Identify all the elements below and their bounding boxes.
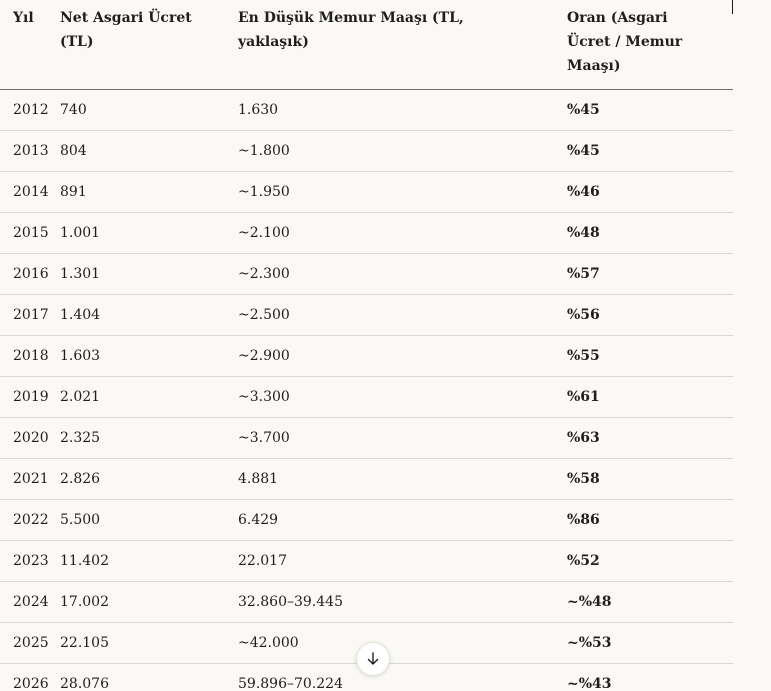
cell-ratio: %45 — [567, 90, 733, 131]
table-row — [0, 377, 733, 418]
cell-net-minimum-wage: 2.826 — [60, 459, 238, 500]
cell-ratio: %61 — [567, 377, 733, 418]
cell-ratio: %48 — [567, 213, 733, 254]
cell-net-minimum-wage: 22.105 — [60, 623, 238, 664]
cell-year: 2023 — [0, 541, 60, 582]
cell-civil-servant-salary: 6.429 — [238, 500, 567, 541]
cell-ratio: %86 — [567, 500, 733, 541]
table-row — [0, 500, 733, 541]
table-row — [0, 582, 733, 623]
cell-net-minimum-wage: 1.404 — [60, 295, 238, 336]
table-header-row — [0, 0, 733, 90]
cell-net-minimum-wage: 1.301 — [60, 254, 238, 295]
cell-civil-servant-salary: ~3.700 — [238, 418, 567, 459]
header-net-minimum-wage: Net Asgari Ücret (TL) — [60, 0, 238, 90]
cell-ratio: ~%43 — [567, 664, 733, 691]
header-year: Yıl — [0, 0, 60, 90]
table-body — [0, 90, 733, 691]
cell-year: 2018 — [0, 336, 60, 377]
table-row — [0, 295, 733, 336]
cell-civil-servant-salary: ~42.000 — [238, 623, 567, 664]
cell-ratio: %55 — [567, 336, 733, 377]
cell-ratio: %45 — [567, 131, 733, 172]
cell-civil-servant-salary: ~1.950 — [238, 172, 567, 213]
cell-year: 2020 — [0, 418, 60, 459]
cell-civil-servant-salary: ~2.500 — [238, 295, 567, 336]
table-row — [0, 131, 733, 172]
cell-ratio: %46 — [567, 172, 733, 213]
table-row — [0, 254, 733, 295]
cell-civil-servant-salary: 22.017 — [238, 541, 567, 582]
cell-year: 2017 — [0, 295, 60, 336]
cell-year: 2013 — [0, 131, 60, 172]
cell-ratio: ~%53 — [567, 623, 733, 664]
table-row — [0, 172, 733, 213]
cell-ratio: %58 — [567, 459, 733, 500]
cell-year: 2026 — [0, 664, 60, 691]
cell-net-minimum-wage: 11.402 — [60, 541, 238, 582]
cell-civil-servant-salary: 4.881 — [238, 459, 567, 500]
cell-civil-servant-salary: 1.630 — [238, 90, 567, 131]
cell-year: 2022 — [0, 500, 60, 541]
header-ratio: Oran (Asgari Ücret / Memur Maaşı) — [567, 0, 733, 90]
table-row — [0, 541, 733, 582]
cell-year: 2019 — [0, 377, 60, 418]
cell-net-minimum-wage: 740 — [60, 90, 238, 131]
cell-civil-servant-salary: 59.896–70.224 — [238, 664, 567, 691]
cell-net-minimum-wage: 2.325 — [60, 418, 238, 459]
cell-year: 2015 — [0, 213, 60, 254]
cell-civil-servant-salary: ~2.100 — [238, 213, 567, 254]
cell-year: 2016 — [0, 254, 60, 295]
cell-ratio: ~%48 — [567, 582, 733, 623]
cell-year: 2024 — [0, 582, 60, 623]
cell-ratio: %52 — [567, 541, 733, 582]
cell-net-minimum-wage: 28.076 — [60, 664, 238, 691]
table-row — [0, 418, 733, 459]
cell-net-minimum-wage: 2.021 — [60, 377, 238, 418]
cell-year: 2025 — [0, 623, 60, 664]
cell-net-minimum-wage: 891 — [60, 172, 238, 213]
cell-net-minimum-wage: 1.603 — [60, 336, 238, 377]
cell-year: 2014 — [0, 172, 60, 213]
table-row — [0, 90, 733, 131]
cell-civil-servant-salary: ~2.900 — [238, 336, 567, 377]
cell-net-minimum-wage: 5.500 — [60, 500, 238, 541]
header-civil-servant-salary: En Düşük Memur Maaşı (TL, yaklaşık) — [238, 0, 567, 90]
cell-civil-servant-salary: ~1.800 — [238, 131, 567, 172]
scroll-down-button[interactable] — [356, 642, 390, 676]
cell-civil-servant-salary: 32.860–39.445 — [238, 582, 567, 623]
cell-year: 2012 — [0, 90, 60, 131]
table-header — [0, 0, 733, 90]
cell-ratio: %63 — [567, 418, 733, 459]
table-row — [0, 213, 733, 254]
table-row — [0, 336, 733, 377]
arrow-down-icon — [366, 652, 380, 666]
cell-year: 2021 — [0, 459, 60, 500]
table-row — [0, 459, 733, 500]
cell-ratio: %56 — [567, 295, 733, 336]
cell-net-minimum-wage: 804 — [60, 131, 238, 172]
cell-net-minimum-wage: 17.002 — [60, 582, 238, 623]
cell-ratio: %57 — [567, 254, 733, 295]
cell-civil-servant-salary: ~3.300 — [238, 377, 567, 418]
cell-net-minimum-wage: 1.001 — [60, 213, 238, 254]
cell-civil-servant-salary: ~2.300 — [238, 254, 567, 295]
